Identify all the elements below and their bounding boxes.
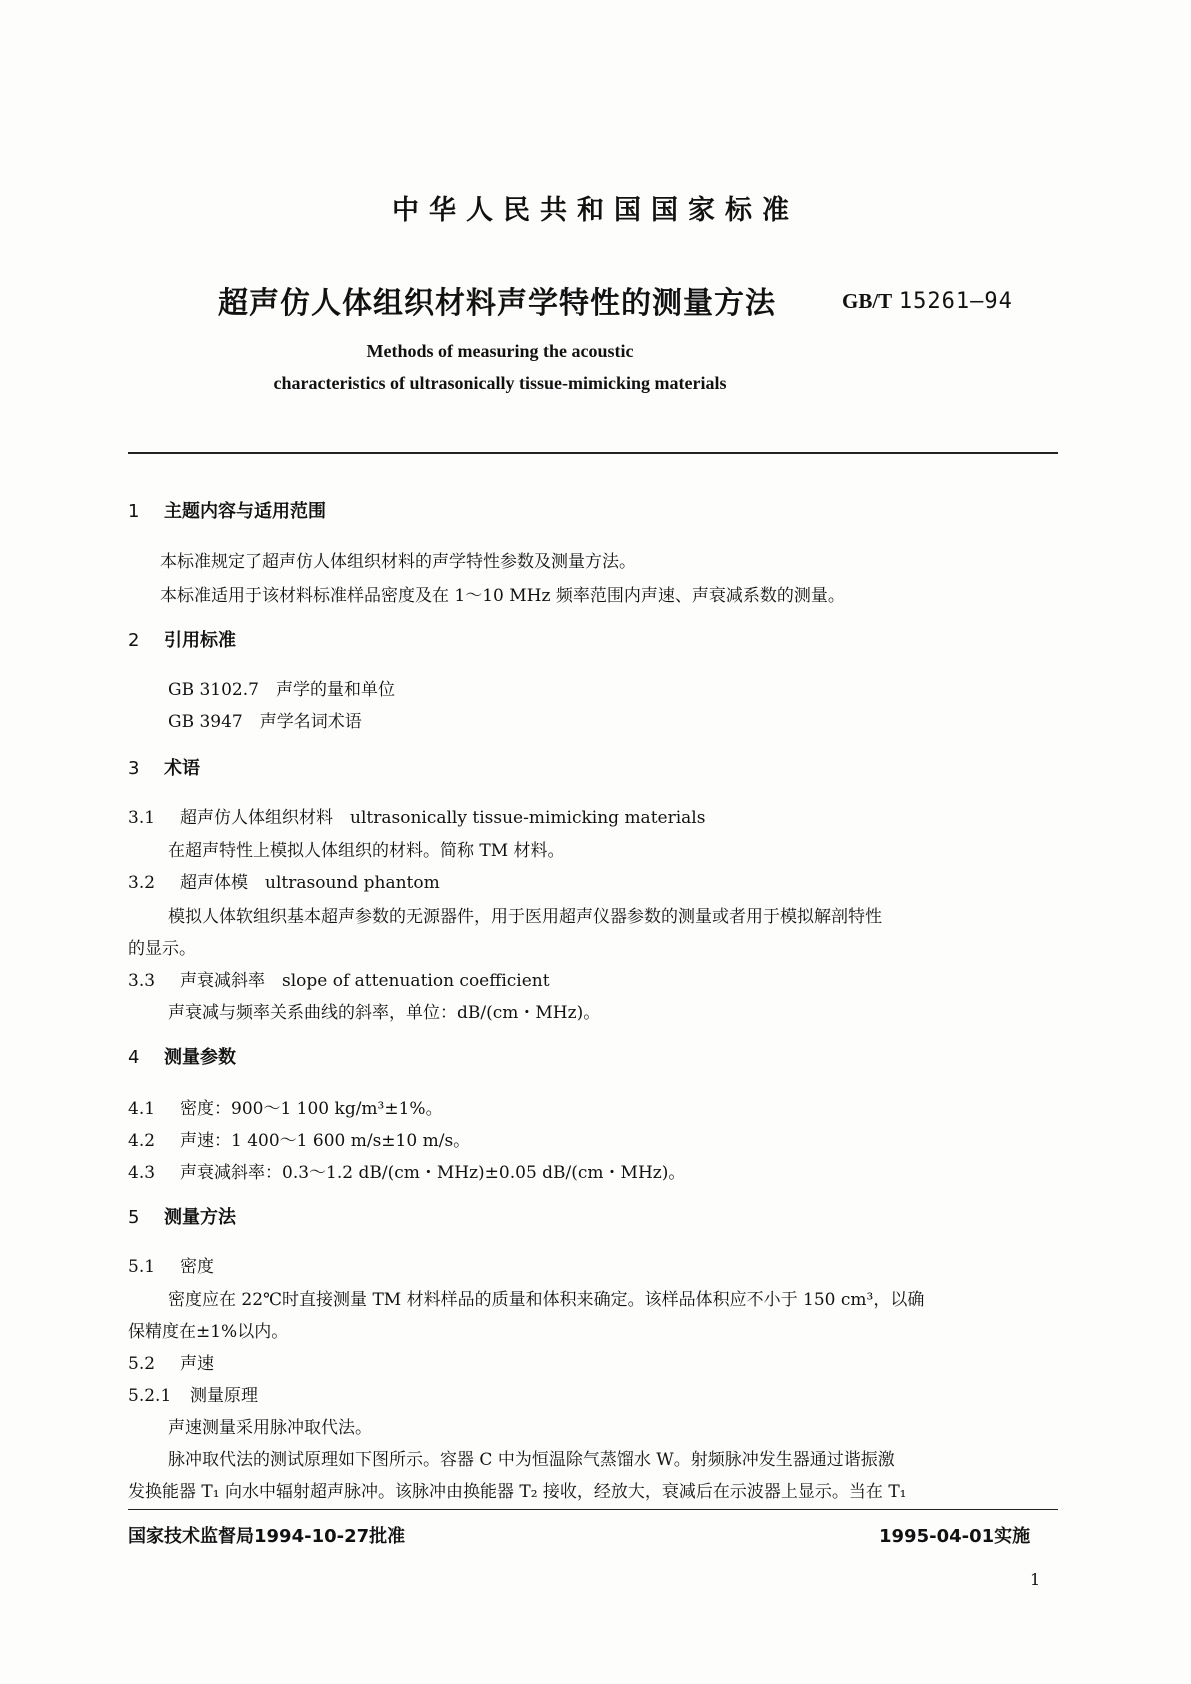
clause-5-1-paragraph-line2: 保精度在±1%以内。 <box>128 1322 289 1342</box>
page-number: 1 <box>1030 1570 1041 1589</box>
section-title: 引用标准 <box>164 630 236 651</box>
approval-date: 国家技术监督局1994-10-27批准 <box>128 1526 406 1547</box>
clause-number: 4.1 <box>128 1099 156 1119</box>
clause-3-2-definition-line2: 的显示。 <box>128 939 196 959</box>
clause-text: 声速：1 400～1 600 m/s±10 m/s。 <box>180 1131 471 1151</box>
clause-title: 密度 <box>180 1257 214 1277</box>
section-1-heading <box>128 497 326 523</box>
header-divider <box>128 452 1058 454</box>
document-title-en-line1: Methods of measuring the acoustic <box>366 341 634 361</box>
section-1-paragraph-2: 本标准适用于该材料标准样品密度及在 1～10 MHz 频率范围内声速、声衰减系数的测量。 <box>160 586 845 606</box>
clause-3-1 <box>128 803 705 828</box>
section-4-heading <box>128 1043 236 1069</box>
clause-number: 5.2.1 <box>128 1386 172 1406</box>
clause-number: 5.2 <box>128 1354 156 1374</box>
clause-5-1 <box>128 1252 214 1277</box>
clause-5-2-1-paragraph-1: 声速测量采用脉冲取代法。 <box>168 1418 372 1438</box>
section-5-heading <box>128 1203 236 1229</box>
clause-5-2 <box>128 1349 214 1374</box>
section-title: 测量参数 <box>164 1047 236 1068</box>
clause-term: 超声仿人体组织材料 ultrasonically tissue-mimicking materials <box>180 808 706 828</box>
section-number: 1 <box>128 501 140 522</box>
clause-number: 3.3 <box>128 971 156 991</box>
clause-number: 5.1 <box>128 1257 156 1277</box>
implementation-date: 1995-04-01实施 <box>879 1526 1031 1547</box>
section-title: 主题内容与适用范围 <box>164 501 326 522</box>
section-title: 测量方法 <box>164 1207 236 1228</box>
clause-3-3-definition: 声衰减与频率关系曲线的斜率，单位：dB/(cm・MHz)。 <box>168 1003 601 1023</box>
clause-3-2-definition-line1: 模拟人体软组织基本超声参数的无源器件，用于医用超声仪器参数的测量或者用于模拟解剖特性 <box>168 907 882 927</box>
section-2-heading <box>128 626 236 652</box>
clause-4-2 <box>128 1126 470 1151</box>
clause-4-3 <box>128 1158 685 1183</box>
clause-3-1-definition: 在超声特性上模拟人体组织的材料。简称 TM 材料。 <box>168 841 565 861</box>
clause-title: 声速 <box>180 1354 214 1374</box>
clause-text: 密度：900～1 100 kg/m³±1%。 <box>180 1099 443 1119</box>
clause-number: 3.2 <box>128 873 156 893</box>
clause-title: 测量原理 <box>190 1386 258 1406</box>
clause-5-2-1-paragraph-2-line2: 发换能器 T₁ 向水中辐射超声脉冲。该脉冲由换能器 T₂ 接收，经放大，衰减后在示波器上显示。当在 T₁ <box>128 1482 907 1502</box>
section-3-heading <box>128 754 200 780</box>
document-title-cn: 超声仿人体组织材料声学特性的测量方法 <box>218 286 776 321</box>
section-number: 5 <box>128 1207 140 1228</box>
clause-3-3 <box>128 966 550 991</box>
section-number: 2 <box>128 630 140 651</box>
clause-4-1 <box>128 1094 443 1119</box>
clause-3-2 <box>128 868 440 893</box>
reference-gb3102: GB 3102.7 声学的量和单位 <box>168 680 395 700</box>
clause-5-2-1 <box>128 1381 258 1406</box>
section-number: 4 <box>128 1047 140 1068</box>
document-title-en-line2: characteristics of ultrasonically tissue-mimicking materials <box>273 373 727 393</box>
clause-term: 超声体模 ultrasound phantom <box>180 873 440 893</box>
section-1-paragraph-1: 本标准规定了超声仿人体组织材料的声学特性参数及测量方法。 <box>160 552 636 572</box>
reference-gb3947: GB 3947 声学名词术语 <box>168 712 362 732</box>
footer-divider <box>128 1509 1058 1510</box>
clause-text: 声衰减斜率：0.3～1.2 dB/(cm・MHz)±0.05 dB/(cm・MHz)。 <box>180 1163 686 1183</box>
clause-number: 4.2 <box>128 1131 156 1151</box>
standard-prefix: GB/T <box>842 289 893 313</box>
national-standard-header: 中华人民共和国国家标准 <box>392 195 799 226</box>
clause-number: 4.3 <box>128 1163 156 1183</box>
standard-code: 15261—94 <box>898 289 1013 314</box>
clause-term: 声衰减斜率 slope of attenuation coefficient <box>180 971 550 991</box>
standard-number <box>842 289 1013 314</box>
clause-number: 3.1 <box>128 808 156 828</box>
clause-5-2-1-paragraph-2-line1: 脉冲取代法的测试原理如下图所示。容器 C 中为恒温除气蒸馏水 W。射频脉冲发生器通过谐振激 <box>168 1450 895 1470</box>
clause-5-1-paragraph-line1: 密度应在 22℃时直接测量 TM 材料样品的质量和体积来确定。该样品体积应不小于 150 cm³，以确 <box>168 1290 925 1310</box>
section-number: 3 <box>128 758 140 779</box>
section-title: 术语 <box>164 758 200 779</box>
